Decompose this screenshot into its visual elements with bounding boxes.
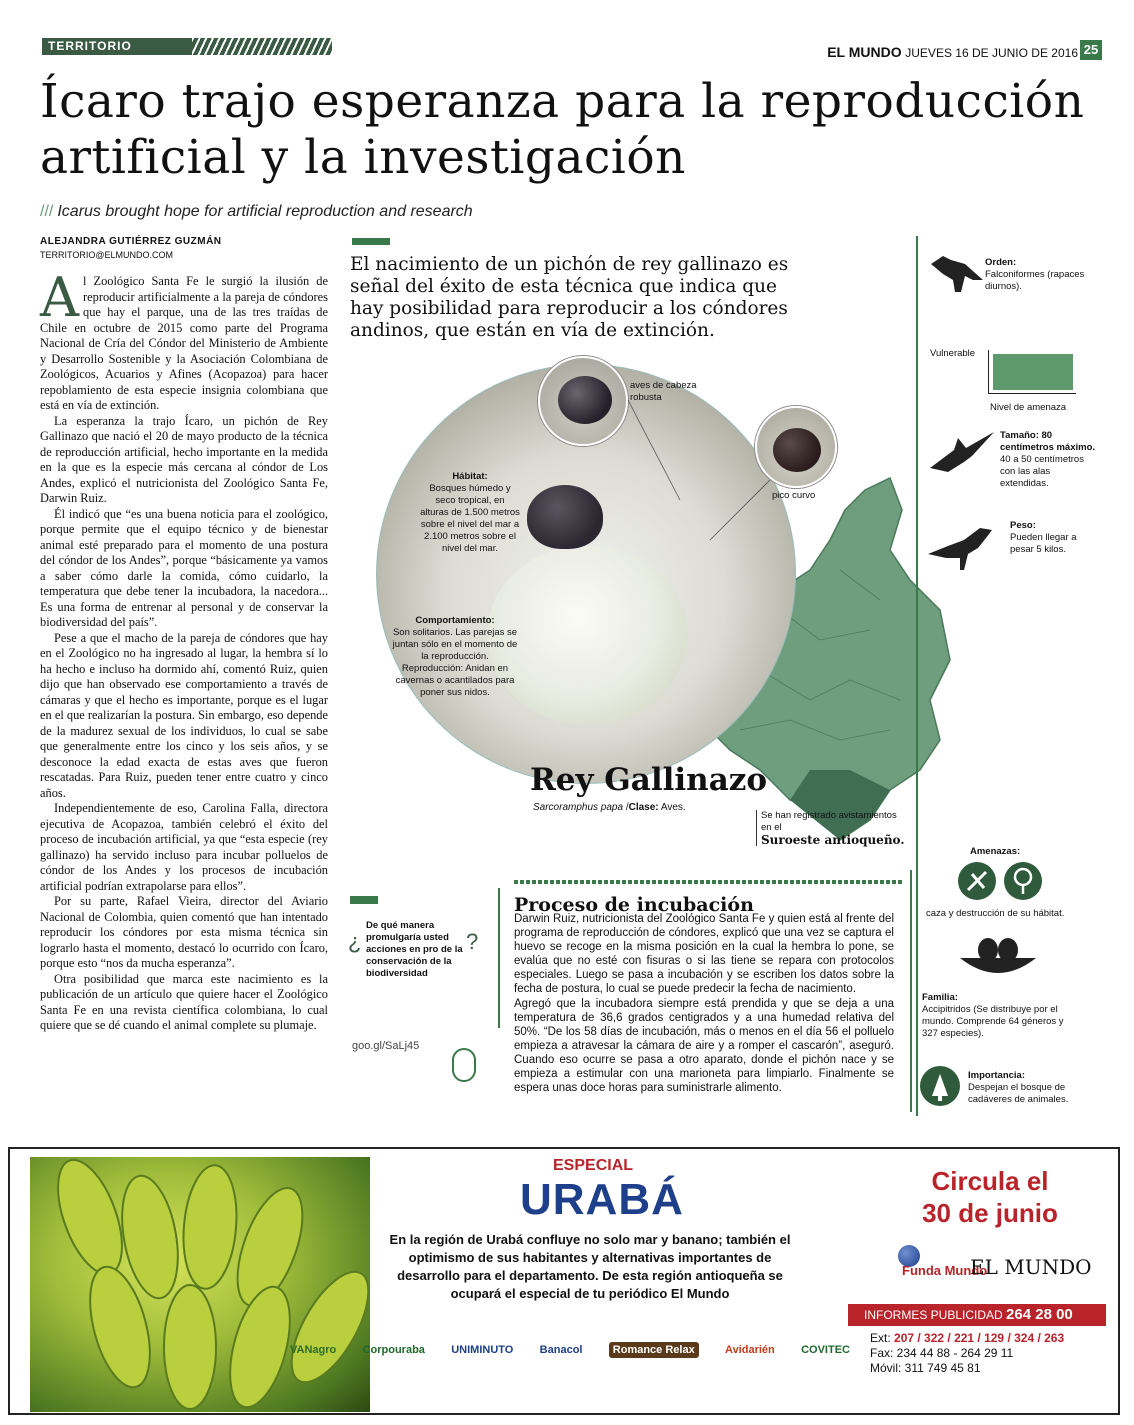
order-block xyxy=(985,257,1085,293)
weight-title: Peso: xyxy=(1010,520,1036,531)
behavior-text: Son solitarios. Las parejas se juntan sólo en el momento de la reproducción. xyxy=(392,627,518,662)
section-label: TERRITORIO xyxy=(48,39,132,53)
vulture-perched-icon xyxy=(925,250,989,298)
article-body xyxy=(40,266,328,1034)
label-head: aves de cabeza robusta xyxy=(630,380,697,403)
incubation-title: Proceso de incubación xyxy=(514,894,754,916)
chick-head xyxy=(527,485,603,549)
paragraph: Pese a que el macho de la pareja de cóndores que hay en el Zoológico no ha ingresado al lugar, la hembra sí lo ha hecho e incluso ha dormido ahí, comentó Ruiz, quien dijo que han observado ese comportamiento a través de cámaras y que el hecho es importante, porque es el lugar en el que realizarían la postura. Sin embargo, eso depende de la madurez sexual de los individuos, lo cual se sabe que generalmente entre los cinco y los seis años, y se desconoce la edad exacta de estas aves que fueron rescatadas. Para Ruiz, pueden tener entre cuatro y cinco años. xyxy=(40,630,328,800)
weight-text: Pueden llegar a pesar 5 kilos. xyxy=(1010,532,1077,555)
sidebar-rule-lower xyxy=(910,870,912,1112)
paragraph: La esperanza la trajo Ícaro, un pichón de Rey Gallinazo que nació el 20 de mayo producto de la técnica de reproducción artificial, hecho importante en la medida en la que es la especie más cercana al cóndor de Los Andes, explicó el nutricionista del Zoológico Santa Fe, Darwin Ruiz. xyxy=(40,413,328,505)
map-note-text: Se han registrado avistamientos en el xyxy=(761,810,897,833)
behavior-title: Comportamiento: xyxy=(415,615,495,626)
sponsor-logo: Romance Relax xyxy=(609,1342,699,1358)
pullquote: El nacimiento de un pichón de rey gallinazo es señal del éxito de esta técnica que indica que hay posibilidad para reproducir a los cóndores andinos, que están en vía de extinción. xyxy=(350,254,789,341)
incubation-paragraph: Agregó que la incubadora siempre está prendida y que se deja a una temperatura de 36,6 grados centigrados y a una humedad relativa del 50%. “De los 58 días de incubación, más o menos en el día 56 el polluelo empieza a atravesar la cámara de aire y a romper el cascarón”, aseguró. Cuando eso ocurre se pasa a otro aparato, donde el pichón nace y se empieza a estimular con una marioneta para limpiarlo. Finalmente se espera unas doce horas para suministrarle alimento. xyxy=(514,997,894,1095)
threats-title: Amenazas: xyxy=(970,846,1021,857)
subheadline-text: Icarus brought hope for artificial reproduction and research xyxy=(57,203,473,220)
sponsor-logo: Banacol xyxy=(539,1344,583,1356)
map-region: Suroeste antioqueño. xyxy=(761,833,905,847)
behavior-block xyxy=(392,615,518,699)
paragraph: Por su parte, Rafael Vieira, director del Aviario Nacional de Colombia, quien comentó que han intentado reproducir los cóndores por esta misma técnica sin lograrlo hasta el momento, destacó lo ocurrido con Ícaro, porque esto “nos da mucha esperanza”. xyxy=(40,894,328,970)
drop-cap: A xyxy=(40,266,79,329)
author-email: TERRITORIO@ELMUNDO.COM xyxy=(40,250,173,260)
elmundo-logo: EL MUNDO xyxy=(970,1255,1092,1279)
question-mark-right-icon: ? xyxy=(466,929,479,954)
vulture-flying-icon xyxy=(928,428,998,478)
family-text: Accipitridos (Se distribuye por el mundo. Comprende 64 géneros y 327 especies). xyxy=(922,1004,1064,1039)
threat-level-bar xyxy=(988,350,1076,394)
incubation-divider xyxy=(514,880,904,884)
subheadline xyxy=(40,203,473,221)
threats-text: caza y destrucción de su hábitat. xyxy=(926,908,1065,919)
ad-text: En la región de Urabá confluye no solo mar y banano; también el optimismo de sus habitantes y alternativas importantes de desarrollo para el departamento. De esta región antioqueña se ocupará el especial de tu periódico El Mundo xyxy=(389,1232,791,1301)
byline: ALEJANDRA GUTIÉRREZ GUZMÁN xyxy=(40,236,222,247)
forest-icon xyxy=(920,1066,960,1106)
habitat-block xyxy=(420,471,520,555)
size-text: 40 a 50 centímetros con las alas extendidas. xyxy=(1000,454,1084,489)
label-beak: pico curvo xyxy=(772,490,816,501)
order-title: Orden: xyxy=(985,257,1017,268)
hunting-icon xyxy=(958,862,996,900)
headline: Ícaro trajo esperanza para la reproducción artificial y la investigación xyxy=(40,74,1085,185)
fundamundo-logo: Funda Mundo xyxy=(902,1263,988,1278)
vulture-standing-icon xyxy=(924,518,1004,574)
question-mark-left-icon: ¿ xyxy=(348,929,362,954)
masthead xyxy=(827,44,1078,60)
habitat-title: Hábitat: xyxy=(452,471,488,482)
paragraph: Él indicó que “es una buena noticia para el zoológico, porque permite que el equipo técnico y de bienestar animal esté preparado para el momento de una postura del cóndor de los Andes”, porque “básicamente ya vamos a saber cómo darle la comida, cómo cuidarlo, la temperatura que debe tener la incubadora, la nacedora... Es una forma de entrenar al personal y de conservar la biodiversidad del país”. xyxy=(40,506,328,629)
pointer-lines xyxy=(600,400,880,580)
section-hatch xyxy=(192,38,332,55)
ad-region: URABÁ xyxy=(520,1175,684,1224)
mouse-icon xyxy=(452,1048,476,1082)
slash-decoration: /// xyxy=(40,203,54,220)
importance-block xyxy=(968,1070,1080,1106)
incubation-text xyxy=(514,912,894,1095)
class-value: Aves. xyxy=(660,802,686,813)
ad-informes: INFORMES PUBLICIDAD 264 28 00 xyxy=(848,1304,1106,1326)
order-text: Falconiformes (rapaces diurnos). xyxy=(985,269,1085,292)
reproduction-text: Reproducción: Anidan en cavernas o acantilados para poner sus nidos. xyxy=(395,663,515,698)
sponsor-logos xyxy=(290,1325,850,1375)
weight-block xyxy=(1010,520,1100,556)
threat-level-label: Nivel de amenaza xyxy=(990,402,1067,413)
sidebar-rule xyxy=(916,236,918,1116)
class-label: Clase: xyxy=(628,802,659,813)
deforestation-icon xyxy=(1004,862,1042,900)
issue-date: JUEVES 16 DE JUNIO DE 2016 xyxy=(905,46,1078,60)
species-title: Rey Gallinazo xyxy=(530,762,768,798)
importance-text: Despejan el bosque de cadáveres de animales. xyxy=(968,1082,1069,1105)
map-note xyxy=(756,810,906,846)
habitat-text: Bosques húmedo y seco tropical, en alturas de 1.500 metros sobre el nivel del mar a 2.100 metros sobre el nivel del mar. xyxy=(420,483,520,554)
importance-title: Importancia: xyxy=(968,1070,1026,1081)
scientific-name: Sarcoramphus papa xyxy=(533,802,624,813)
status-label: Vulnerable xyxy=(930,348,976,359)
paper-name: EL MUNDO xyxy=(827,44,902,60)
poll-link[interactable]: goo.gl/SaLj45 xyxy=(352,1040,420,1052)
sponsor-logo: UNIMINUTO xyxy=(451,1344,514,1356)
family-block xyxy=(922,992,1080,1040)
nest-icon xyxy=(958,928,1038,984)
size-block xyxy=(1000,430,1096,490)
sponsor-logo: Corpouraba xyxy=(362,1344,425,1356)
paragraph: Al Zoológico Santa Fe le surgió la ilusión de reproducir artificialmente a la pareja de cóndores que hay el parque, una de las tres traídas de Chile en octubre de 2015 como parte del Programa Nacional de Cría del Cóndor del Ministerio de Ambiente y Desarrollo Sostenible y la Asociación Colombiana de Zoológicos, Acuarios y Afines (Acopazoa) para hacer repoblamiento de esta especie insignia colombiana que está en vía de extinción. xyxy=(40,266,328,412)
species-classification: Sarcoramphus papa /Clase: Aves. xyxy=(533,802,686,813)
page-number: 25 xyxy=(1080,40,1102,60)
poll-question: De qué manera promulgaría usted acciones en pro de la conservación de la biodiversidad xyxy=(366,920,463,979)
family-title: Familia: xyxy=(922,992,958,1003)
size-title: Tamaño: 80 centímetros máximo. xyxy=(1000,430,1096,453)
section-tag xyxy=(42,38,332,55)
ad-circula: Circula el 30 de junio xyxy=(922,1166,1058,1228)
ad-especial: ESPECIAL xyxy=(553,1157,634,1174)
sponsor-logo: VANagro xyxy=(290,1344,337,1356)
ad-contacts: Ext: 207 / 322 / 221 / 129 / 324 / 263 Fax: 234 44 88 - 264 29 11 Móvil: 311 749 45 81 xyxy=(870,1331,1065,1375)
sponsor-logo: Avidarién xyxy=(725,1344,775,1356)
advertisement xyxy=(8,1147,1120,1415)
paragraph: Otra posibilidad que marca este nacimiento es la publicación de un artículo que quiere hacer el Zoológico Santa Fe en una revista científica colombiana, lo cual quiere que se dé cuando el animal complete su plumaje. xyxy=(40,971,328,1032)
pullquote-bar xyxy=(352,238,390,245)
paragraph: Independientemente de eso, Carolina Falla, directora ejecutiva de Acopazoa, también celebró el éxito del proceso de incubación artificial, ya que “esta especie (rey gallinazo) ha servido incluso para incubar polluelos de cóndor de los Andes y los procesos de incubación artificial podrían extrapolarse para ellos”. xyxy=(40,801,328,893)
incubation-paragraph: Darwin Ruiz, nutricionista del Zoológico Santa Fe y quien está al frente del programa de reproducción de cóndores, explicó que una vez se captura el huevo se recoge en la misma posición en la cual la hembra lo pone, se evalúa que no esté con fisuras o si las tiene se repara con protocolos especiales. Luego se pasa a incubación y se escriben los datos sobre la fecha de postura, lo cual se puede predecir la fecha de nacimiento. xyxy=(514,913,894,996)
sponsor-logo: COVITEC xyxy=(801,1344,850,1356)
